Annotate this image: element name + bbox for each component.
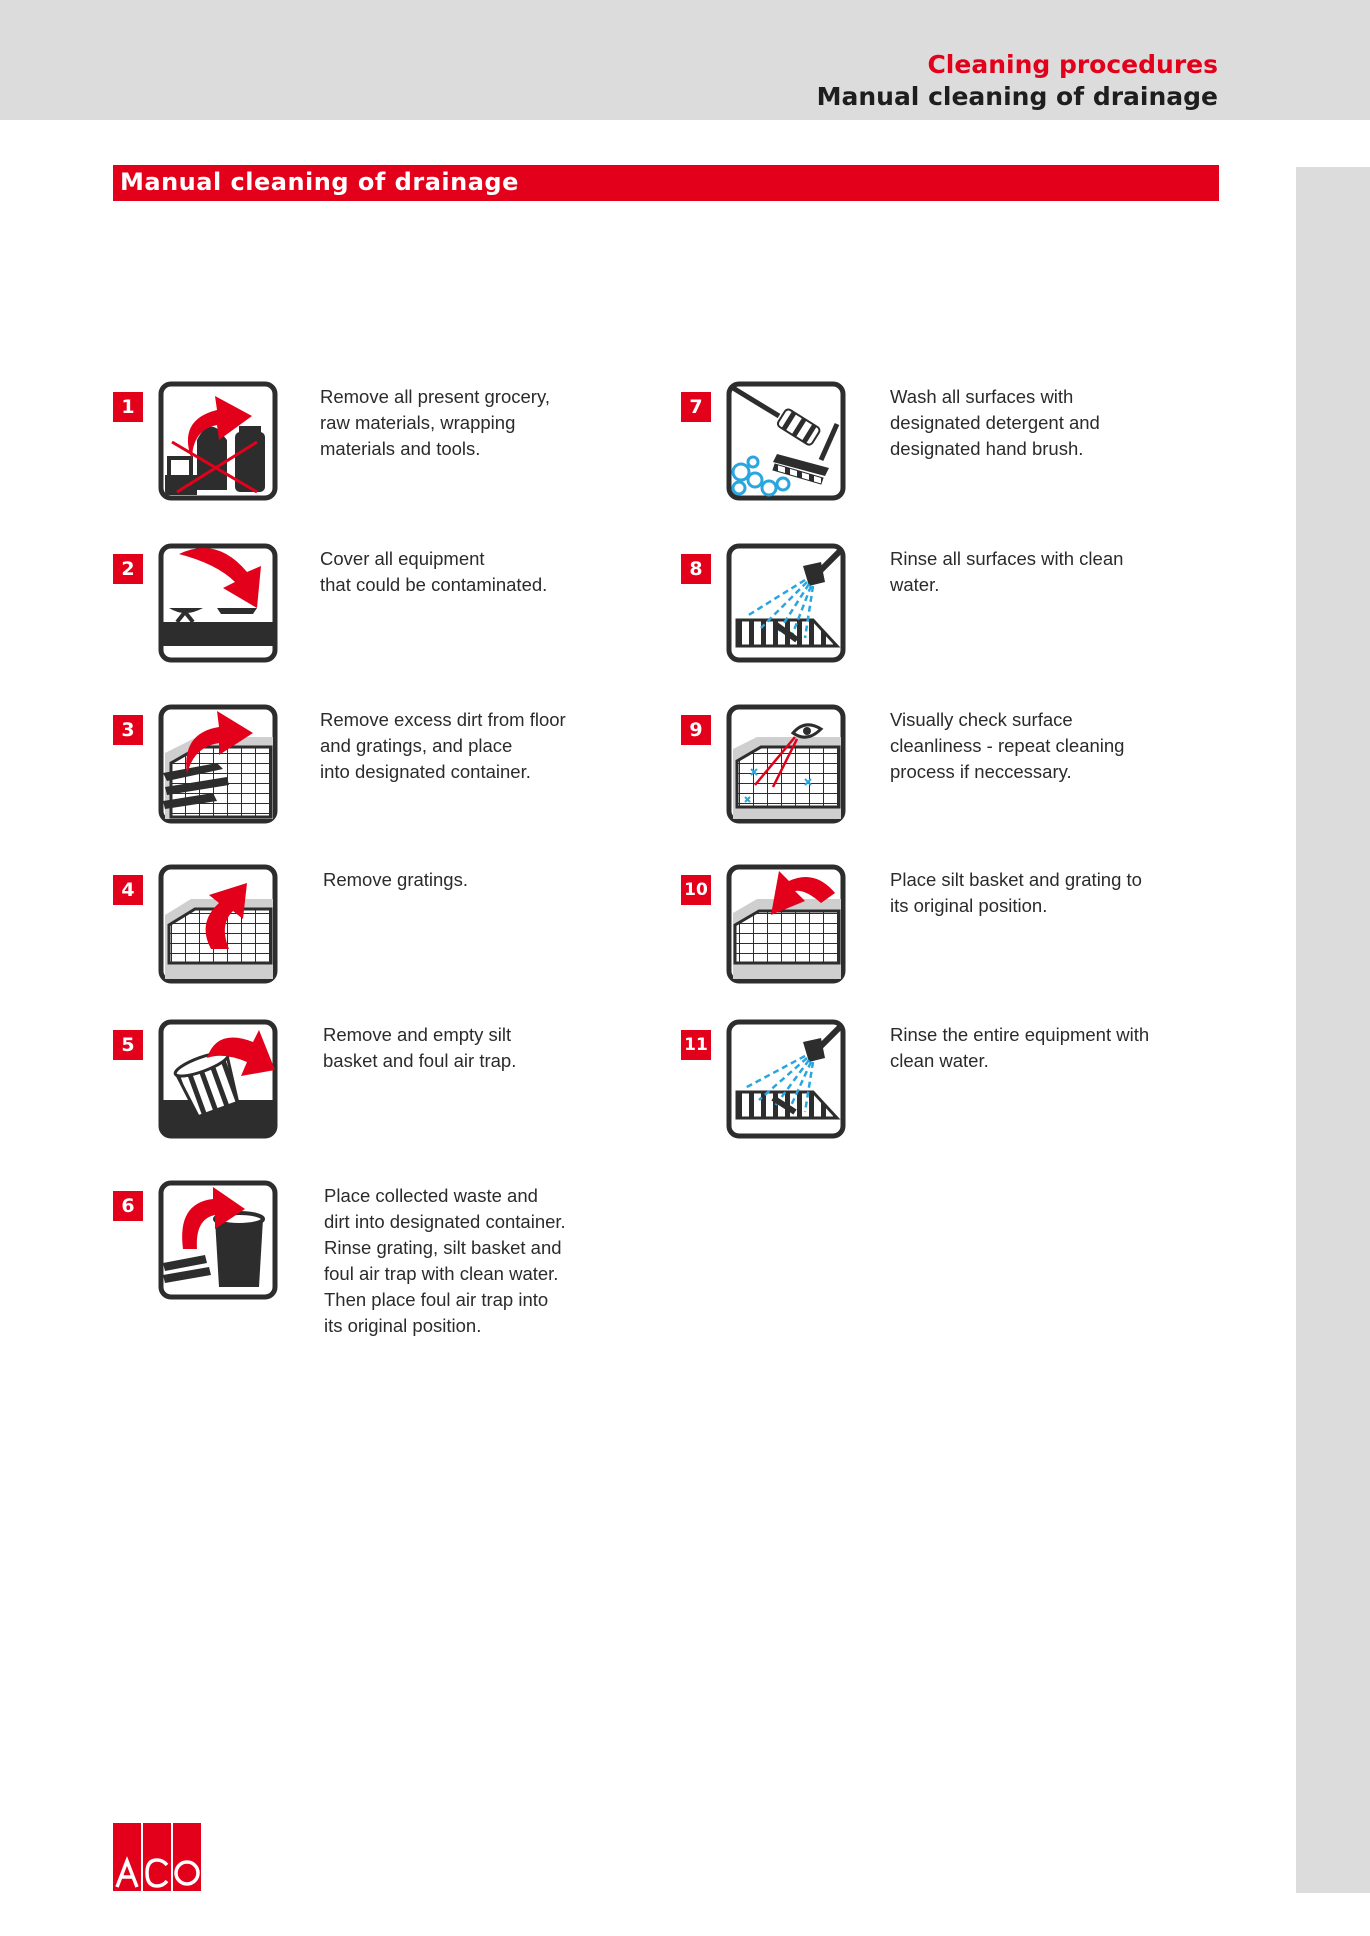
- step-number: 4: [113, 875, 143, 905]
- step-number: 6: [113, 1191, 143, 1221]
- step-text-line: Remove and empty silt: [323, 1024, 512, 1045]
- step-description: [890, 384, 1190, 462]
- step-text-line: water.: [890, 574, 940, 595]
- section-title: Manual cleaning of drainage: [120, 168, 519, 196]
- step-description: [323, 867, 623, 893]
- step-text-line: Place silt basket and grating to: [890, 869, 1142, 890]
- step-text-line: Rinse the entire equipment with: [890, 1024, 1150, 1045]
- remove-dirt-icon: [157, 703, 279, 825]
- step-text-line: designated detergent and: [890, 412, 1100, 433]
- step-text-line: Visually check surface: [890, 709, 1073, 730]
- step-text-line: designated hand brush.: [890, 438, 1084, 459]
- brush-wash-icon: [725, 380, 847, 502]
- step-text-line: that could be contaminated.: [320, 574, 548, 595]
- step-number: 10: [681, 875, 711, 905]
- header-title: Cleaning procedures: [927, 50, 1218, 79]
- step-description: [324, 1183, 624, 1339]
- step-text-line: clean water.: [890, 1050, 989, 1071]
- step-number: 1: [113, 392, 143, 422]
- step-text-line: Then place foul air trap into: [324, 1289, 549, 1310]
- step-text-line: Rinse grating, silt basket and: [324, 1237, 562, 1258]
- step-description: [890, 546, 1190, 598]
- empty-basket-icon: [157, 1018, 279, 1140]
- step-text-line: dirt into designated container.: [324, 1211, 566, 1232]
- step-text-line: foul air trap with clean water.: [324, 1263, 559, 1284]
- header-subtitle: Manual cleaning of drainage: [816, 82, 1218, 111]
- step-number: 3: [113, 715, 143, 745]
- step-number: 11: [681, 1030, 711, 1060]
- step-description: [320, 707, 620, 785]
- step-description: [890, 867, 1190, 919]
- step-description: [320, 546, 620, 598]
- aco-logo: [113, 1823, 201, 1891]
- step-text-line: Remove gratings.: [323, 869, 468, 890]
- step-number: 7: [681, 392, 711, 422]
- step-text-line: Wash all surfaces with: [890, 386, 1074, 407]
- header-band: [0, 0, 1370, 120]
- step-text-line: materials and tools.: [320, 438, 481, 459]
- step-text-line: Cover all equipment: [320, 548, 485, 569]
- step-text-line: Remove excess dirt from floor: [320, 709, 566, 730]
- step-number: 8: [681, 554, 711, 584]
- waste-container-icon: [157, 1179, 279, 1301]
- step-text-line: process if neccessary.: [890, 761, 1072, 782]
- cover-equipment-icon: [157, 542, 279, 664]
- step-text-line: its original position.: [890, 895, 1048, 916]
- remove-items-icon: [157, 380, 279, 502]
- section-heading-bar: [113, 165, 1219, 201]
- rinse-surfaces-icon: [725, 542, 847, 664]
- replace-grating-icon: [725, 863, 847, 985]
- step-description: [890, 707, 1190, 785]
- step-text-line: into designated container.: [320, 761, 531, 782]
- step-description: [320, 384, 620, 462]
- step-number: 5: [113, 1030, 143, 1060]
- step-description: [890, 1022, 1190, 1074]
- rinse-equipment-icon: [725, 1018, 847, 1140]
- step-description: [323, 1022, 623, 1074]
- step-text-line: its original position.: [324, 1315, 482, 1336]
- step-text-line: Remove all present grocery,: [320, 386, 550, 407]
- step-text-line: and gratings, and place: [320, 735, 513, 756]
- step-text-line: Place collected waste and: [324, 1185, 538, 1206]
- step-text-line: Rinse all surfaces with clean: [890, 548, 1124, 569]
- step-text-line: raw materials, wrapping: [320, 412, 516, 433]
- step-text-line: basket and foul air trap.: [323, 1050, 517, 1071]
- step-text-line: cleanliness - repeat cleaning: [890, 735, 1125, 756]
- visual-check-icon: [725, 703, 847, 825]
- step-number: 9: [681, 715, 711, 745]
- step-number: 2: [113, 554, 143, 584]
- remove-grating-icon: [157, 863, 279, 985]
- side-strip: [1296, 167, 1370, 1893]
